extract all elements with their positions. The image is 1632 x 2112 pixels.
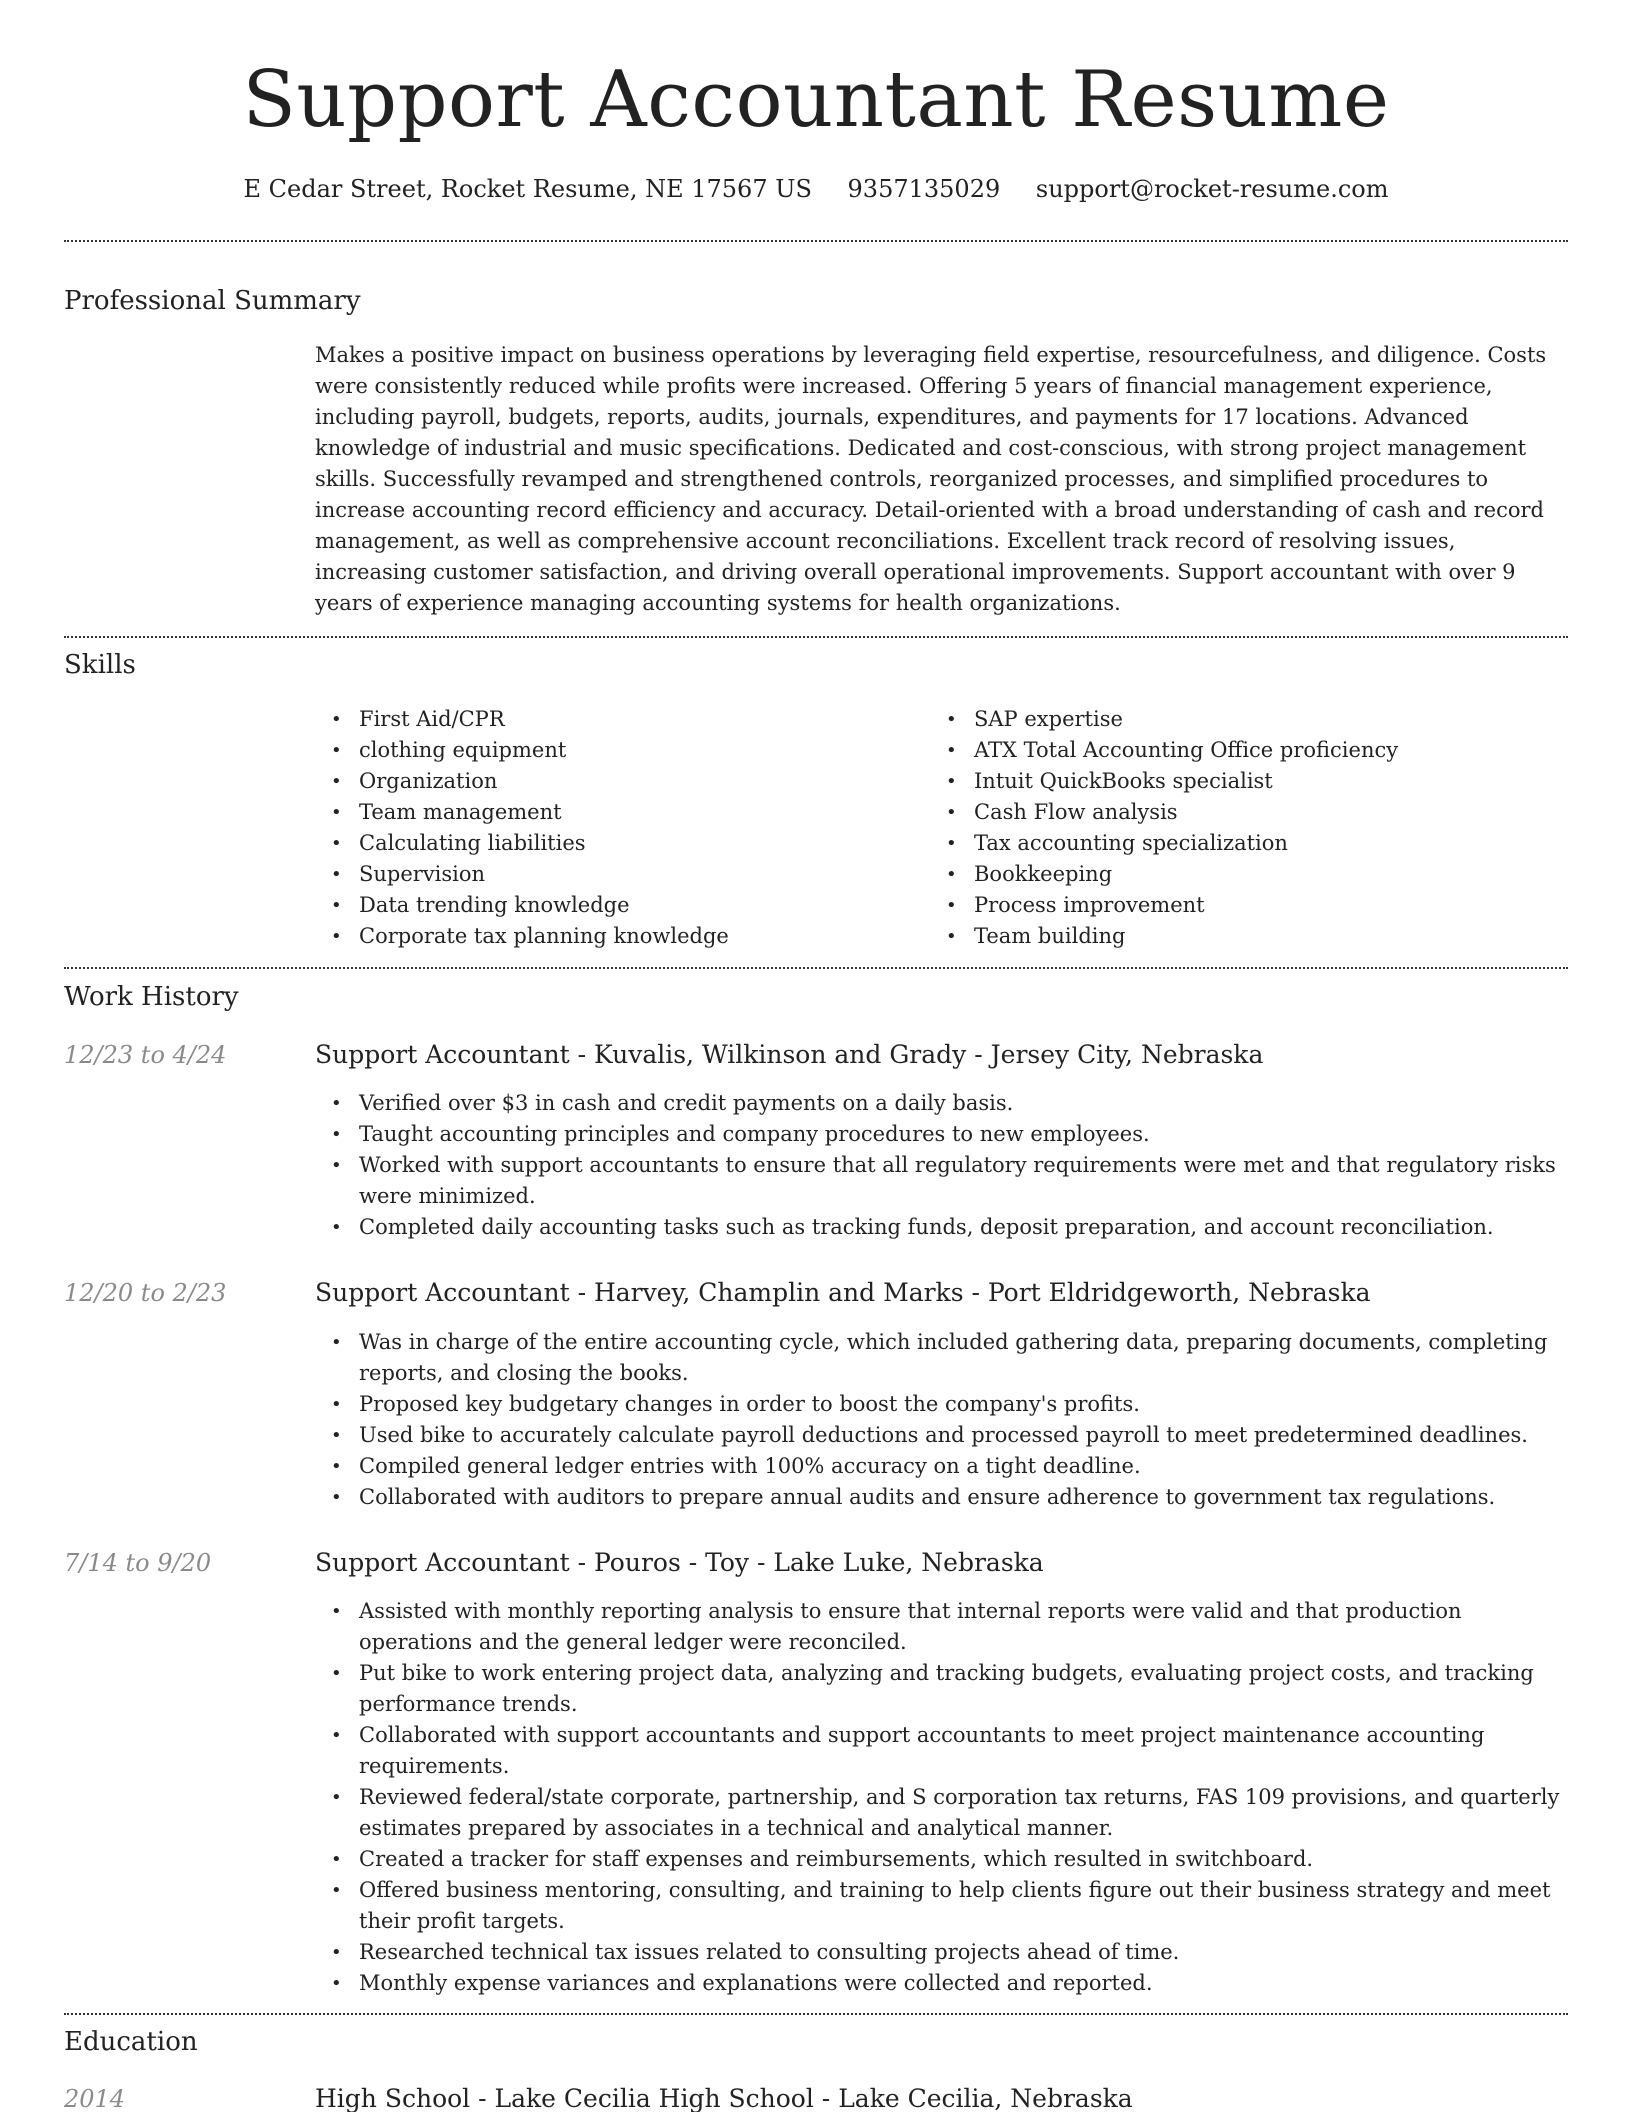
summary-text: Makes a positive impact on business operations by leveraging field expertise, resourcefulness, and diligence. Costs were consistently reduced while profits were increased. Offering 5 years of financial management experience, including payroll, budgets, reports, audits, journals, expenditures, and payments for 17 locations. Advanced knowledge of industrial and music specifications. Dedicated and cost-conscious, with strong project management skills. Successfully revamped and strengthened controls, reorganized processes, and simplified procedures to increase accounting record efficiency and accuracy. Detail-oriented with a broad understanding of cash and record management, as well as comprehensive account reconciliations. Excellent track record of resolving issues, increasing customer satisfaction, and driving overall operational improvements. Support accountant with over 9 years of experience managing accounting systems for health organizations. xyxy=(315,343,1547,615)
divider xyxy=(64,2013,1568,2015)
skill-item: • First Aid/CPR xyxy=(315,704,915,735)
skill-item: • Data trending knowledge xyxy=(315,890,915,921)
phone-text: 9357135029 xyxy=(847,175,1001,203)
job-bullet: • Worked with support accountants to ensure that all regulatory requirements were met and that regulatory risks were minimized. xyxy=(315,1150,1570,1212)
job-bullet: • Completed daily accounting tasks such as tracking funds, deposit preparation, and account reconciliation. xyxy=(315,1212,1570,1243)
job-title: Support Accountant - Kuvalis, Wilkinson and Grady - Jersey City, Nebraska xyxy=(315,1040,1264,1069)
contact-line xyxy=(0,172,1632,206)
skills-list-right xyxy=(930,704,1550,952)
job-bullet: • Taught accounting principles and company procedures to new employees. xyxy=(315,1119,1570,1150)
job-bullet: • Researched technical tax issues related to consulting projects ahead of time. xyxy=(315,1937,1570,1968)
job-dates: 7/14 to 9/20 xyxy=(64,1549,212,1577)
job-bullet: • Proposed key budgetary changes in order to boost the company's profits. xyxy=(315,1389,1570,1420)
skill-item: • clothing equipment xyxy=(315,735,915,766)
skill-item: • Process improvement xyxy=(930,890,1550,921)
skill-item: • Organization xyxy=(315,766,915,797)
job-dates: 12/20 to 2/23 xyxy=(64,1279,227,1307)
job-bullet: • Collaborated with auditors to prepare annual audits and ensure adherence to government tax regulations. xyxy=(315,1482,1570,1513)
divider xyxy=(64,636,1568,638)
divider xyxy=(64,240,1568,242)
job-title: Support Accountant - Pouros - Toy - Lake Luke, Nebraska xyxy=(315,1548,1044,1577)
education-heading: Education xyxy=(64,2027,198,2057)
skill-item: • Team building xyxy=(930,921,1550,952)
resume-title: Support Accountant Resume xyxy=(242,55,1390,145)
job-bullet: • Monthly expense variances and explanations were collected and reported. xyxy=(315,1968,1570,1999)
job-bullet: • Offered business mentoring, consulting, and training to help clients figure out their business strategy and meet their profit targets. xyxy=(315,1875,1570,1937)
job-dates: 12/23 to 4/24 xyxy=(64,1041,227,1069)
skill-item: • Bookkeeping xyxy=(930,859,1550,890)
email-link[interactable]: support@rocket-resume.com xyxy=(1035,175,1389,203)
job-bullet: • Was in charge of the entire accounting cycle, which included gathering data, preparing documents, completing reports, and closing the books. xyxy=(315,1327,1570,1389)
job-bullet: • Compiled general ledger entries with 100% accuracy on a tight deadline. xyxy=(315,1451,1570,1482)
skill-item: • Calculating liabilities xyxy=(315,828,915,859)
skill-item: • Supervision xyxy=(315,859,915,890)
skills-heading: Skills xyxy=(64,650,136,680)
work-heading: Work History xyxy=(64,982,239,1012)
job-title: Support Accountant - Harvey, Champlin and Marks - Port Eldridgeworth, Nebraska xyxy=(315,1278,1371,1307)
skills-list-left xyxy=(315,704,915,952)
job-bullet: • Created a tracker for staff expenses and reimbursements, which resulted in switchboard. xyxy=(315,1844,1570,1875)
education-dates: 2014 xyxy=(64,2085,126,2112)
job-bullets xyxy=(315,1088,1570,1243)
skill-item: • Intuit QuickBooks specialist xyxy=(930,766,1550,797)
job-bullet: • Assisted with monthly reporting analysis to ensure that internal reports were valid and that production operations and the general ledger were reconciled. xyxy=(315,1596,1570,1658)
job-bullet: • Verified over $3 in cash and credit payments on a daily basis. xyxy=(315,1088,1570,1119)
summary-heading: Professional Summary xyxy=(64,286,361,316)
job-bullets xyxy=(315,1596,1570,1999)
address-text: E Cedar Street, Rocket Resume, NE 17567 US xyxy=(243,175,812,203)
education-title: High School - Lake Cecilia High School - Lake Cecilia, Nebraska xyxy=(315,2084,1133,2112)
skill-item: • Corporate tax planning knowledge xyxy=(315,921,915,952)
job-bullets xyxy=(315,1327,1570,1513)
job-bullet: • Used bike to accurately calculate payroll deductions and processed payroll to meet predetermined deadlines. xyxy=(315,1420,1570,1451)
job-bullet: • Collaborated with support accountants and support accountants to meet project maintenance accounting requirements. xyxy=(315,1720,1570,1782)
job-bullet: • Reviewed federal/state corporate, partnership, and S corporation tax returns, FAS 109 provisions, and quarterly estimates prepared by associates in a technical and analytical manner. xyxy=(315,1782,1570,1844)
skill-item: • Cash Flow analysis xyxy=(930,797,1550,828)
skill-item: • SAP expertise xyxy=(930,704,1550,735)
divider xyxy=(64,967,1568,969)
job-bullet: • Put bike to work entering project data, analyzing and tracking budgets, evaluating project costs, and tracking performance trends. xyxy=(315,1658,1570,1720)
skill-item: • Team management xyxy=(315,797,915,828)
skill-item: • ATX Total Accounting Office proficiency xyxy=(930,735,1550,766)
skill-item: • Tax accounting specialization xyxy=(930,828,1550,859)
